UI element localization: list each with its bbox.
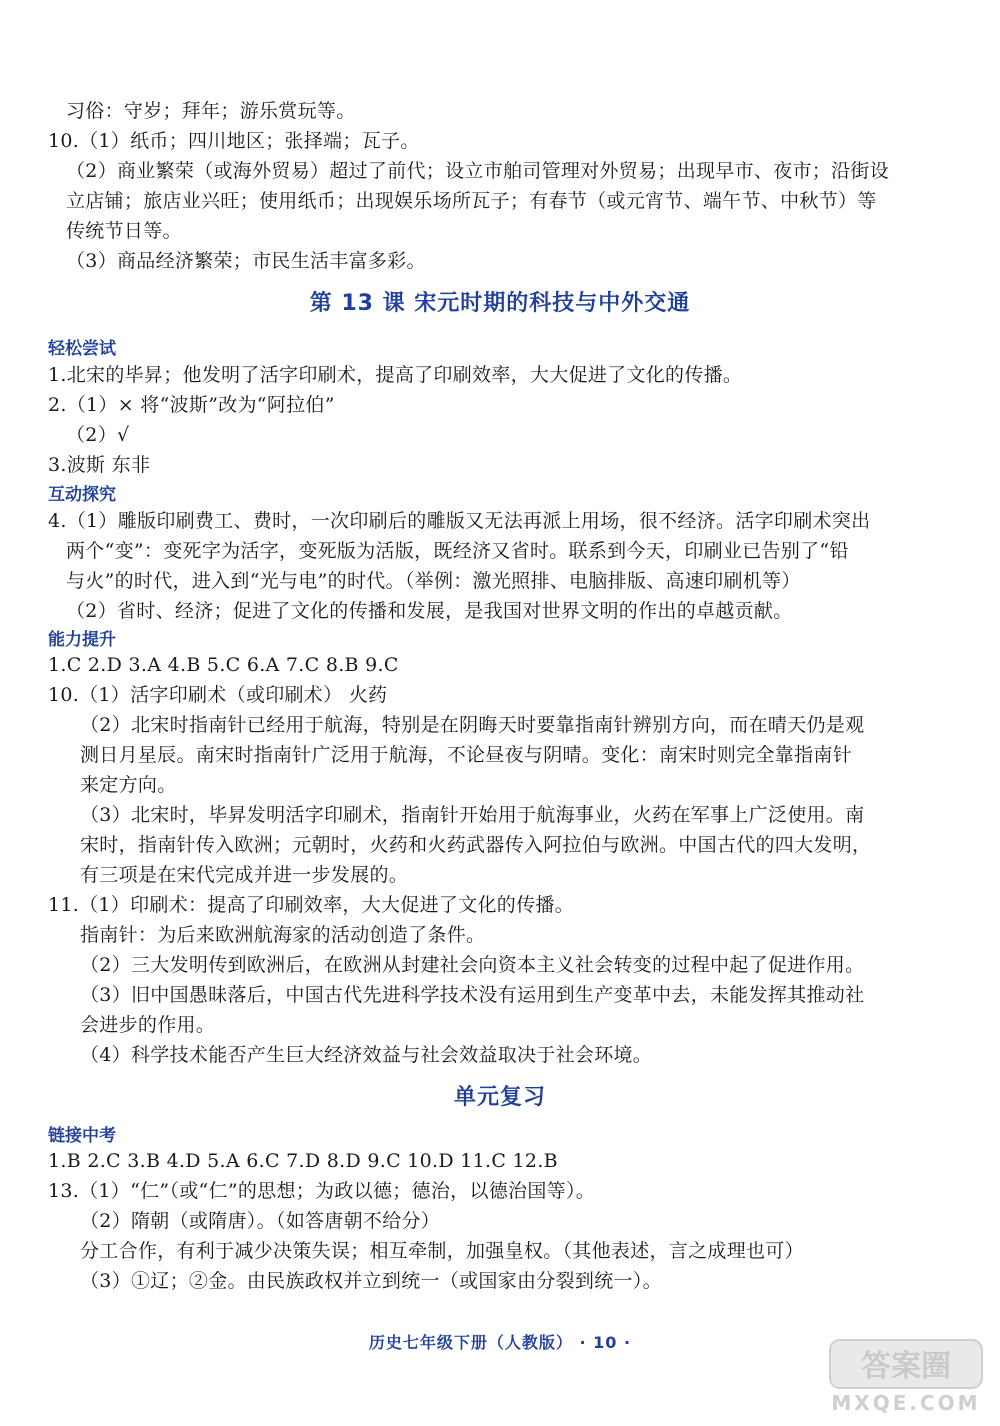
text-line: （2）商业繁荣（或海外贸易）超过了前代；设立市舶司管理对外贸易；出现早市、夜市；沿街设 xyxy=(66,160,889,182)
section-heading: 链接中考 xyxy=(48,1126,116,1146)
text-line: 10.（1）活字印刷术（或印刷术） 火药 xyxy=(48,684,388,706)
text-line: 13.（1）“仁”（或“仁”的思想；为政以德；德治，以德治国等）。 xyxy=(48,1180,596,1202)
text-line: （2）三大发明传到欧洲后，在欧洲从封建社会向资本主义社会转变的过程中起了促进作用。 xyxy=(80,954,865,976)
text-line: （2）北宋时指南针已经用于航海，特别是在阴晦天时要靠指南针辨别方向，而在晴天仍是观 xyxy=(80,714,865,736)
text-line: （2）隋朝（或隋唐）。（如答唐朝不给分） xyxy=(80,1210,441,1232)
text-line: （3）旧中国愚昧落后，中国古代先进科学技术没有运用到生产变革中去，未能发挥其推动社 xyxy=(80,984,865,1006)
text-line: 立店铺；旅店业兴旺；使用纸币；出现娱乐场所瓦子；有春节（或元宵节、端午节、中秋节）等 xyxy=(66,190,877,212)
text-line: 会进步的作用。 xyxy=(80,1014,216,1036)
text-line: 两个“变”：变死字为活字，变死版为活版，既经济又省时。联系到今天，印刷业已告别了“铅 xyxy=(66,540,849,562)
text-line: （2）√ xyxy=(66,424,130,446)
text-line: 2.（1）× 将“波斯”改为“阿拉伯” xyxy=(48,394,335,416)
text-line: 分工合作，有利于减少决策失误；相互牵制，加强皇权。（其他表述，言之成理也可） xyxy=(80,1240,804,1262)
text-line: 10.（1）纸币；四川地区；张择端；瓦子。 xyxy=(48,130,420,152)
text-line: 来定方向。 xyxy=(80,774,177,796)
svg-text:答案圈: 答案圈 xyxy=(861,1349,951,1384)
page-footer: 历史七年级下册（人教版） · 10 · xyxy=(368,1333,632,1352)
text-line: （3）北宋时，毕昇发明活字印刷术，指南针开始用于航海事业，火药在军事上广泛使用。南 xyxy=(80,804,865,826)
text-line: 3.波斯 东非 xyxy=(48,454,151,476)
text-line: 习俗：守岁；拜年；游乐赏玩等。 xyxy=(66,100,356,122)
text-line: （3）商品经济繁荣；市民生活丰富多彩。 xyxy=(66,250,426,272)
svg-text:MXQE.COM: MXQE.COM xyxy=(831,1391,981,1415)
text-line: 测日月星辰。南宋时指南针广泛用于航海，不论昼夜与阴晴。变化：南宋时则完全靠指南针 xyxy=(80,744,853,766)
text-line: 11.（1）印刷术：提高了印刷效率，大大促进了文化的传播。 xyxy=(48,894,575,916)
lesson-title: 第 13 课 宋元时期的科技与中外交通 xyxy=(309,291,691,316)
text-line: 指南针：为后来欧洲航海家的活动创造了条件。 xyxy=(80,924,486,946)
text-line: 宋时，指南针传入欧洲；元朝时，火药和火药武器传入阿拉伯与欧洲。中国古代的四大发明， xyxy=(80,834,872,856)
section-heading: 轻松尝试 xyxy=(48,339,116,359)
text-line: 有三项是在宋代完成并进一步发展的。 xyxy=(80,864,409,886)
section-heading: 能力提升 xyxy=(48,630,116,650)
review-title: 单元复习 xyxy=(453,1085,546,1110)
text-line: 1.C 2.D 3.A 4.B 5.C 6.A 7.C 8.B 9.C xyxy=(48,654,399,676)
text-line: （3）①辽；②金。由民族政权并立到统一（或国家由分裂到统一）。 xyxy=(80,1270,662,1292)
text-line: （4）科学技术能否产生巨大经济效益与社会效益取决于社会环境。 xyxy=(80,1044,653,1066)
text-line: 1.B 2.C 3.B 4.D 5.A 6.C 7.D 8.D 9.C 10.D 11.C 12.B xyxy=(48,1150,558,1172)
text-line: 1.北宋的毕昇；他发明了活字印刷术，提高了印刷效率，大大促进了文化的传播。 xyxy=(48,364,743,386)
text-line: （2）省时、经济；促进了文化的传播和发展，是我国对世界文明的作出的卓越贡献。 xyxy=(66,600,793,622)
text-line: 4.（1）雕版印刷费工、费时，一次印刷后的雕版又无法再派上用场，很不经济。活字印刷术突出 xyxy=(48,510,871,532)
text-line: 传统节日等。 xyxy=(66,220,182,242)
section-heading: 互动探究 xyxy=(48,485,116,505)
watermark-logo xyxy=(826,1338,986,1418)
text-line: 与火”的时代，进入到“光与电”的时代。（举例：激光照排、电脑排版、高速印刷机等） xyxy=(66,570,801,592)
